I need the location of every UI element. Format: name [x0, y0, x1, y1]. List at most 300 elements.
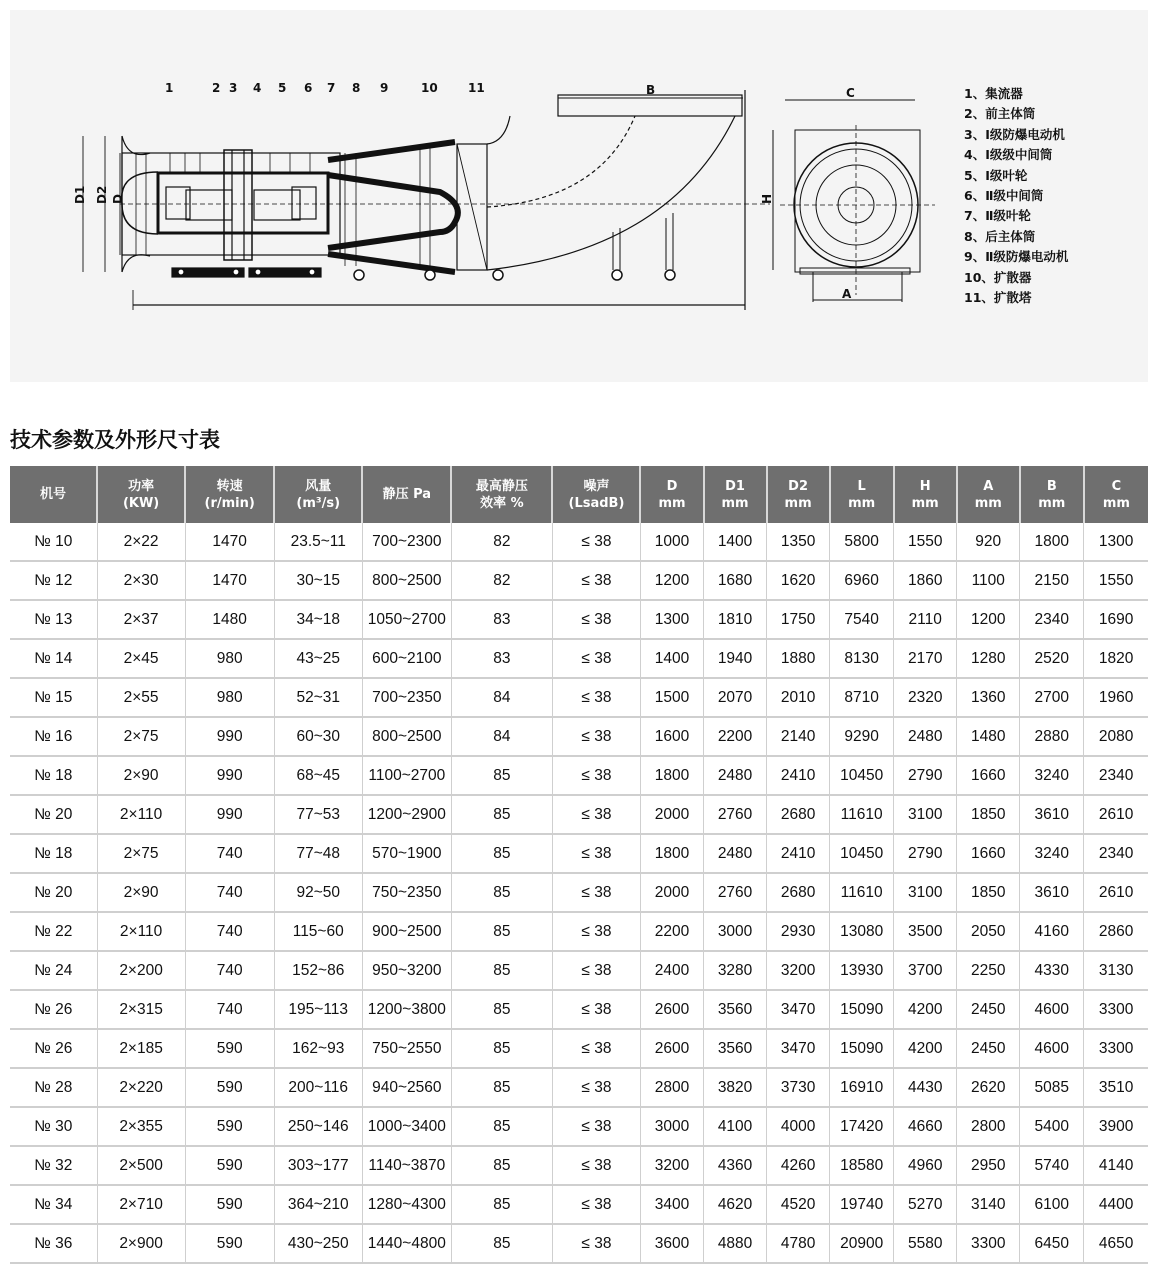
table-cell: 4000	[767, 1107, 830, 1146]
table-cell: 3200	[640, 1146, 703, 1185]
table-cell: 4200	[894, 990, 957, 1029]
table-cell: 85	[451, 990, 552, 1029]
column-header	[1020, 466, 1084, 523]
column-header	[830, 466, 894, 523]
table-cell: 152~86	[274, 951, 362, 990]
table-cell: 4960	[894, 1146, 957, 1185]
table-cell: 2950	[957, 1146, 1020, 1185]
table-cell: 3400	[640, 1185, 703, 1224]
table-body	[10, 523, 1148, 1263]
table-cell: № 18	[10, 834, 97, 873]
table-cell: 2000	[640, 873, 703, 912]
table-cell: 1500	[640, 678, 703, 717]
table-cell: 18580	[830, 1146, 894, 1185]
table-cell: 2070	[704, 678, 767, 717]
table-cell: № 22	[10, 912, 97, 951]
table-cell: 1660	[957, 756, 1020, 795]
table-cell: 3100	[894, 873, 957, 912]
table-cell: 2×75	[97, 834, 185, 873]
table-cell: 570~1900	[362, 834, 451, 873]
table-cell: № 24	[10, 951, 97, 990]
table-cell: 3300	[957, 1224, 1020, 1263]
dimension-label-A: A	[842, 287, 852, 301]
column-header-label: D2	[788, 478, 809, 494]
table-row	[10, 795, 1148, 834]
table-cell: 15090	[830, 990, 894, 1029]
column-header	[704, 466, 767, 523]
column-header-label: 机号	[40, 487, 67, 502]
table-cell: 590	[185, 1185, 274, 1224]
table-cell: 1680	[704, 561, 767, 600]
table-cell: 82	[451, 561, 552, 600]
table-cell: 4660	[894, 1107, 957, 1146]
dimension-label-B: B	[646, 83, 656, 97]
table-cell: 16910	[830, 1068, 894, 1107]
parts-legend	[964, 84, 1068, 308]
table-cell: 3700	[894, 951, 957, 990]
legend-item: 7、Ⅱ级叶轮	[964, 208, 1031, 224]
table-cell: 6450	[1020, 1224, 1084, 1263]
table-cell: 364~210	[274, 1185, 362, 1224]
column-header-unit: mm	[848, 495, 876, 511]
table-cell: № 18	[10, 756, 97, 795]
table-cell: 990	[185, 795, 274, 834]
column-header	[767, 466, 830, 523]
table-cell: 115~60	[274, 912, 362, 951]
table-cell: 2410	[767, 834, 830, 873]
legend-item: 1、集流器	[964, 86, 1023, 101]
table-cell: 3240	[1020, 756, 1084, 795]
column-header	[185, 466, 274, 523]
table-row	[10, 1107, 1148, 1146]
table-row	[10, 912, 1148, 951]
table-cell: 3200	[767, 951, 830, 990]
table-cell: 2610	[1084, 795, 1148, 834]
table-cell: 84	[451, 678, 552, 717]
part-label-2: 2	[212, 81, 221, 95]
table-cell: № 26	[10, 1029, 97, 1068]
column-header	[894, 466, 957, 523]
table-cell: 2010	[767, 678, 830, 717]
column-header-unit: mm	[658, 495, 686, 511]
table-cell: 4880	[704, 1224, 767, 1263]
column-header-label: 风量	[305, 478, 332, 494]
table-cell: 1280~4300	[362, 1185, 451, 1224]
table-cell: 2860	[1084, 912, 1148, 951]
table-cell: 3610	[1020, 795, 1084, 834]
table-cell: 3300	[1084, 990, 1148, 1029]
column-header-label: 静压 Pa	[382, 487, 432, 502]
column-header-label: 功率	[128, 478, 155, 494]
table-cell: ≤ 38	[552, 639, 640, 678]
table-cell: 3130	[1084, 951, 1148, 990]
table-cell: 92~50	[274, 873, 362, 912]
table-cell: 4620	[704, 1185, 767, 1224]
table-cell: 2×710	[97, 1185, 185, 1224]
table-cell: 590	[185, 1146, 274, 1185]
table-cell: ≤ 38	[552, 523, 640, 561]
table-cell: 1470	[185, 561, 274, 600]
table-cell: ≤ 38	[552, 873, 640, 912]
table-cell: 8130	[830, 639, 894, 678]
table-cell: 900~2500	[362, 912, 451, 951]
table-cell: 6100	[1020, 1185, 1084, 1224]
table-cell: 3470	[767, 990, 830, 1029]
table-cell: 1810	[704, 600, 767, 639]
table-cell: 85	[451, 1146, 552, 1185]
legend-item: 4、Ⅰ级级中间筒	[964, 147, 1053, 163]
table-cell: 3600	[640, 1224, 703, 1263]
table-cell: 3510	[1084, 1068, 1148, 1107]
table-cell: 85	[451, 951, 552, 990]
table-cell: 3000	[640, 1107, 703, 1146]
legend-item: 10、扩散器	[964, 269, 1032, 285]
column-header-unit: (KW)	[122, 495, 160, 511]
table-cell: 1100~2700	[362, 756, 451, 795]
column-header-unit: (LsadB)	[568, 495, 625, 511]
table-cell: ≤ 38	[552, 600, 640, 639]
table-cell: 4100	[704, 1107, 767, 1146]
part-label-9: 9	[380, 81, 389, 95]
table-row	[10, 1068, 1148, 1107]
table-cell: 3300	[1084, 1029, 1148, 1068]
table-cell: 740	[185, 873, 274, 912]
table-cell: ≤ 38	[552, 717, 640, 756]
table-cell: 2×45	[97, 639, 185, 678]
table-cell: 8710	[830, 678, 894, 717]
table-cell: ≤ 38	[552, 678, 640, 717]
table-cell: 1880	[767, 639, 830, 678]
column-header-label: B	[1046, 478, 1057, 494]
part-label-7: 7	[327, 81, 336, 95]
table-row	[10, 1185, 1148, 1224]
table-cell: № 36	[10, 1224, 97, 1263]
table-cell: 15090	[830, 1029, 894, 1068]
table-cell: 195~113	[274, 990, 362, 1029]
table-cell: 2600	[640, 990, 703, 1029]
column-header	[274, 466, 362, 523]
legend-item: 8、后主体筒	[964, 228, 1036, 244]
column-header-unit: (m³/s)	[296, 495, 341, 511]
table-cell: 1480	[957, 717, 1020, 756]
part-label-6: 6	[304, 81, 313, 95]
table-cell: 1600	[640, 717, 703, 756]
table-cell: 17420	[830, 1107, 894, 1146]
table-cell: 940~2560	[362, 1068, 451, 1107]
table-cell: 4140	[1084, 1146, 1148, 1185]
table-cell: 1440~4800	[362, 1224, 451, 1263]
table-cell: 77~53	[274, 795, 362, 834]
table-cell: 2760	[704, 873, 767, 912]
table-cell: 2×37	[97, 600, 185, 639]
diffuser	[328, 142, 455, 160]
table-cell: 3000	[704, 912, 767, 951]
legend-item: 2、前主体筒	[964, 106, 1036, 122]
table-cell: 1850	[957, 795, 1020, 834]
table-row	[10, 951, 1148, 990]
table-cell: 6960	[830, 561, 894, 600]
table-cell: 920	[957, 523, 1020, 561]
table-cell: ≤ 38	[552, 834, 640, 873]
impeller-section	[224, 150, 252, 260]
table-cell: 5270	[894, 1185, 957, 1224]
table-cell: 7540	[830, 600, 894, 639]
column-header-unit: mm	[911, 495, 939, 511]
table-cell: 3900	[1084, 1107, 1148, 1146]
table-cell: 2790	[894, 834, 957, 873]
table-cell: 84	[451, 717, 552, 756]
table-cell: 2320	[894, 678, 957, 717]
table-cell: 1940	[704, 639, 767, 678]
table-cell: 2200	[640, 912, 703, 951]
table-cell: 2×355	[97, 1107, 185, 1146]
table-row	[10, 561, 1148, 600]
column-header-label: L	[857, 478, 866, 494]
table-cell: 2200	[704, 717, 767, 756]
table-cell: № 12	[10, 561, 97, 600]
table-cell: 2×30	[97, 561, 185, 600]
table-cell: 2400	[640, 951, 703, 990]
table-cell: 1200~3800	[362, 990, 451, 1029]
table-cell: 3280	[704, 951, 767, 990]
legend-item: 11、扩散塔	[964, 290, 1032, 306]
table-cell: 1480	[185, 600, 274, 639]
table-cell: ≤ 38	[552, 1029, 640, 1068]
table-cell: 5085	[1020, 1068, 1084, 1107]
table-row	[10, 1224, 1148, 1263]
table-cell: 1280	[957, 639, 1020, 678]
table-cell: 990	[185, 717, 274, 756]
table-cell: 430~250	[274, 1224, 362, 1263]
table-cell: 43~25	[274, 639, 362, 678]
table-cell: 10450	[830, 834, 894, 873]
table-cell: 2×22	[97, 523, 185, 561]
table-cell: 1800	[640, 834, 703, 873]
table-cell: ≤ 38	[552, 1185, 640, 1224]
table-cell: 3560	[704, 990, 767, 1029]
dimension-label-D: D	[111, 194, 125, 204]
table-cell: 2480	[704, 756, 767, 795]
table-cell: 2110	[894, 600, 957, 639]
table-cell: 83	[451, 600, 552, 639]
part-label-4: 4	[253, 81, 262, 95]
table-cell: 2×220	[97, 1068, 185, 1107]
dimension-label-H: H	[760, 193, 774, 204]
table-cell: 2880	[1020, 717, 1084, 756]
table-cell: 1350	[767, 523, 830, 561]
legend-item: 6、Ⅱ级中间筒	[964, 188, 1044, 204]
table-cell: № 30	[10, 1107, 97, 1146]
table-cell: 1800	[1020, 523, 1084, 561]
table-cell: 1820	[1084, 639, 1148, 678]
table-cell: 4330	[1020, 951, 1084, 990]
table-header-row	[10, 466, 1148, 523]
table-cell: 5740	[1020, 1146, 1084, 1185]
table-cell: 1850	[957, 873, 1020, 912]
table-cell: 2800	[957, 1107, 1020, 1146]
table-cell: 2050	[957, 912, 1020, 951]
table-cell: 68~45	[274, 756, 362, 795]
table-cell: 590	[185, 1107, 274, 1146]
table-cell: 34~18	[274, 600, 362, 639]
table-cell: 5580	[894, 1224, 957, 1263]
table-cell: 4260	[767, 1146, 830, 1185]
table-cell: 2×315	[97, 990, 185, 1029]
table-cell: 2620	[957, 1068, 1020, 1107]
table-cell: 800~2500	[362, 561, 451, 600]
table-cell: ≤ 38	[552, 795, 640, 834]
table-cell: 3140	[957, 1185, 1020, 1224]
table-cell: 85	[451, 1107, 552, 1146]
table-cell: ≤ 38	[552, 1146, 640, 1185]
table-cell: 2×90	[97, 873, 185, 912]
table-cell: 4160	[1020, 912, 1084, 951]
dimension-label-C: C	[846, 86, 855, 100]
table-cell: ≤ 38	[552, 990, 640, 1029]
table-cell: ≤ 38	[552, 756, 640, 795]
column-header-label: A	[983, 478, 994, 494]
legend-item: 9、Ⅱ级防爆电动机	[964, 249, 1069, 265]
table-row	[10, 873, 1148, 912]
table-cell: 85	[451, 1185, 552, 1224]
column-header	[957, 466, 1020, 523]
table-cell: 52~31	[274, 678, 362, 717]
table-cell: 2790	[894, 756, 957, 795]
table-cell: 1800	[640, 756, 703, 795]
table-cell: 250~146	[274, 1107, 362, 1146]
table-cell: 1620	[767, 561, 830, 600]
table-cell: 23.5~11	[274, 523, 362, 561]
table-cell: 3470	[767, 1029, 830, 1068]
table-cell: 2140	[767, 717, 830, 756]
table-cell: 2340	[1084, 834, 1148, 873]
table-row	[10, 717, 1148, 756]
table-cell: ≤ 38	[552, 561, 640, 600]
table-cell: 2×75	[97, 717, 185, 756]
table-cell: 1300	[640, 600, 703, 639]
table-cell: 3560	[704, 1029, 767, 1068]
part-label-5: 5	[278, 81, 287, 95]
column-header-label: D1	[725, 478, 745, 494]
table-cell: 3500	[894, 912, 957, 951]
table-cell: 3730	[767, 1068, 830, 1107]
fan-front-view	[773, 100, 935, 302]
legend-item: 3、Ⅰ级防爆电动机	[964, 126, 1065, 142]
table-cell: 2×55	[97, 678, 185, 717]
column-header-unit: (r/min)	[204, 495, 255, 511]
table-cell: 1660	[957, 834, 1020, 873]
table-cell: 740	[185, 834, 274, 873]
table-cell: 2800	[640, 1068, 703, 1107]
column-header-unit: mm	[721, 495, 749, 511]
table-cell: 30~15	[274, 561, 362, 600]
table-cell: 2410	[767, 756, 830, 795]
table-cell: 162~93	[274, 1029, 362, 1068]
table-cell: 2450	[957, 1029, 1020, 1068]
table-cell: 11610	[830, 795, 894, 834]
part-label-11: 11	[468, 81, 485, 95]
table-cell: 990	[185, 756, 274, 795]
table-cell: 980	[185, 639, 274, 678]
table-cell: 2170	[894, 639, 957, 678]
table-row	[10, 600, 1148, 639]
table-cell: 1200	[957, 600, 1020, 639]
column-header	[552, 466, 640, 523]
table-cell: № 20	[10, 795, 97, 834]
table-cell: 60~30	[274, 717, 362, 756]
table-cell: 9290	[830, 717, 894, 756]
table-cell: 5800	[830, 523, 894, 561]
column-header-unit: mm	[974, 495, 1002, 511]
part-label-1: 1	[165, 81, 174, 95]
table-cell: № 13	[10, 600, 97, 639]
column-header-label: D	[666, 478, 678, 494]
table-row	[10, 834, 1148, 873]
table-cell: 2×200	[97, 951, 185, 990]
table-cell: 10450	[830, 756, 894, 795]
table-cell: 85	[451, 795, 552, 834]
table-cell: 1000	[640, 523, 703, 561]
table-cell: 85	[451, 873, 552, 912]
table-cell: 750~2550	[362, 1029, 451, 1068]
column-header-unit: mm	[1038, 495, 1066, 511]
column-header	[97, 466, 185, 523]
table-cell: 590	[185, 1224, 274, 1263]
table-cell: 1000~3400	[362, 1107, 451, 1146]
table-cell: 2610	[1084, 873, 1148, 912]
table-cell: 11610	[830, 873, 894, 912]
table-cell: 2700	[1020, 678, 1084, 717]
table-cell: 590	[185, 1029, 274, 1068]
table-cell: ≤ 38	[552, 912, 640, 951]
table-cell: 740	[185, 951, 274, 990]
table-cell: № 15	[10, 678, 97, 717]
motor-housing	[158, 173, 328, 233]
table-row	[10, 1029, 1148, 1068]
table-cell: 1750	[767, 600, 830, 639]
part-label-3: 3	[229, 81, 238, 95]
table-cell: 13080	[830, 912, 894, 951]
table-cell: 2480	[894, 717, 957, 756]
table-cell: 1960	[1084, 678, 1148, 717]
table-row	[10, 756, 1148, 795]
table-cell: № 34	[10, 1185, 97, 1224]
table-cell: 2×185	[97, 1029, 185, 1068]
table-cell: 1860	[894, 561, 957, 600]
table-cell: 2680	[767, 795, 830, 834]
table-cell: 85	[451, 912, 552, 951]
table-cell: 4600	[1020, 1029, 1084, 1068]
table-cell: 3610	[1020, 873, 1084, 912]
table-cell: 200~116	[274, 1068, 362, 1107]
table-row	[10, 1146, 1148, 1185]
table-cell: 1300	[1084, 523, 1148, 561]
table-cell: 2480	[704, 834, 767, 873]
table-cell: 2250	[957, 951, 1020, 990]
table-cell: 2600	[640, 1029, 703, 1068]
table-cell: 1400	[704, 523, 767, 561]
column-header-unit: 效率 %	[480, 495, 524, 511]
table-cell: 2450	[957, 990, 1020, 1029]
table-cell: 4780	[767, 1224, 830, 1263]
table-row	[10, 990, 1148, 1029]
column-header-unit: mm	[784, 495, 812, 511]
table-cell: 4360	[704, 1146, 767, 1185]
table-cell: 4650	[1084, 1224, 1148, 1263]
table-cell: 740	[185, 990, 274, 1029]
table-cell: 3820	[704, 1068, 767, 1107]
table-cell: 1470	[185, 523, 274, 561]
